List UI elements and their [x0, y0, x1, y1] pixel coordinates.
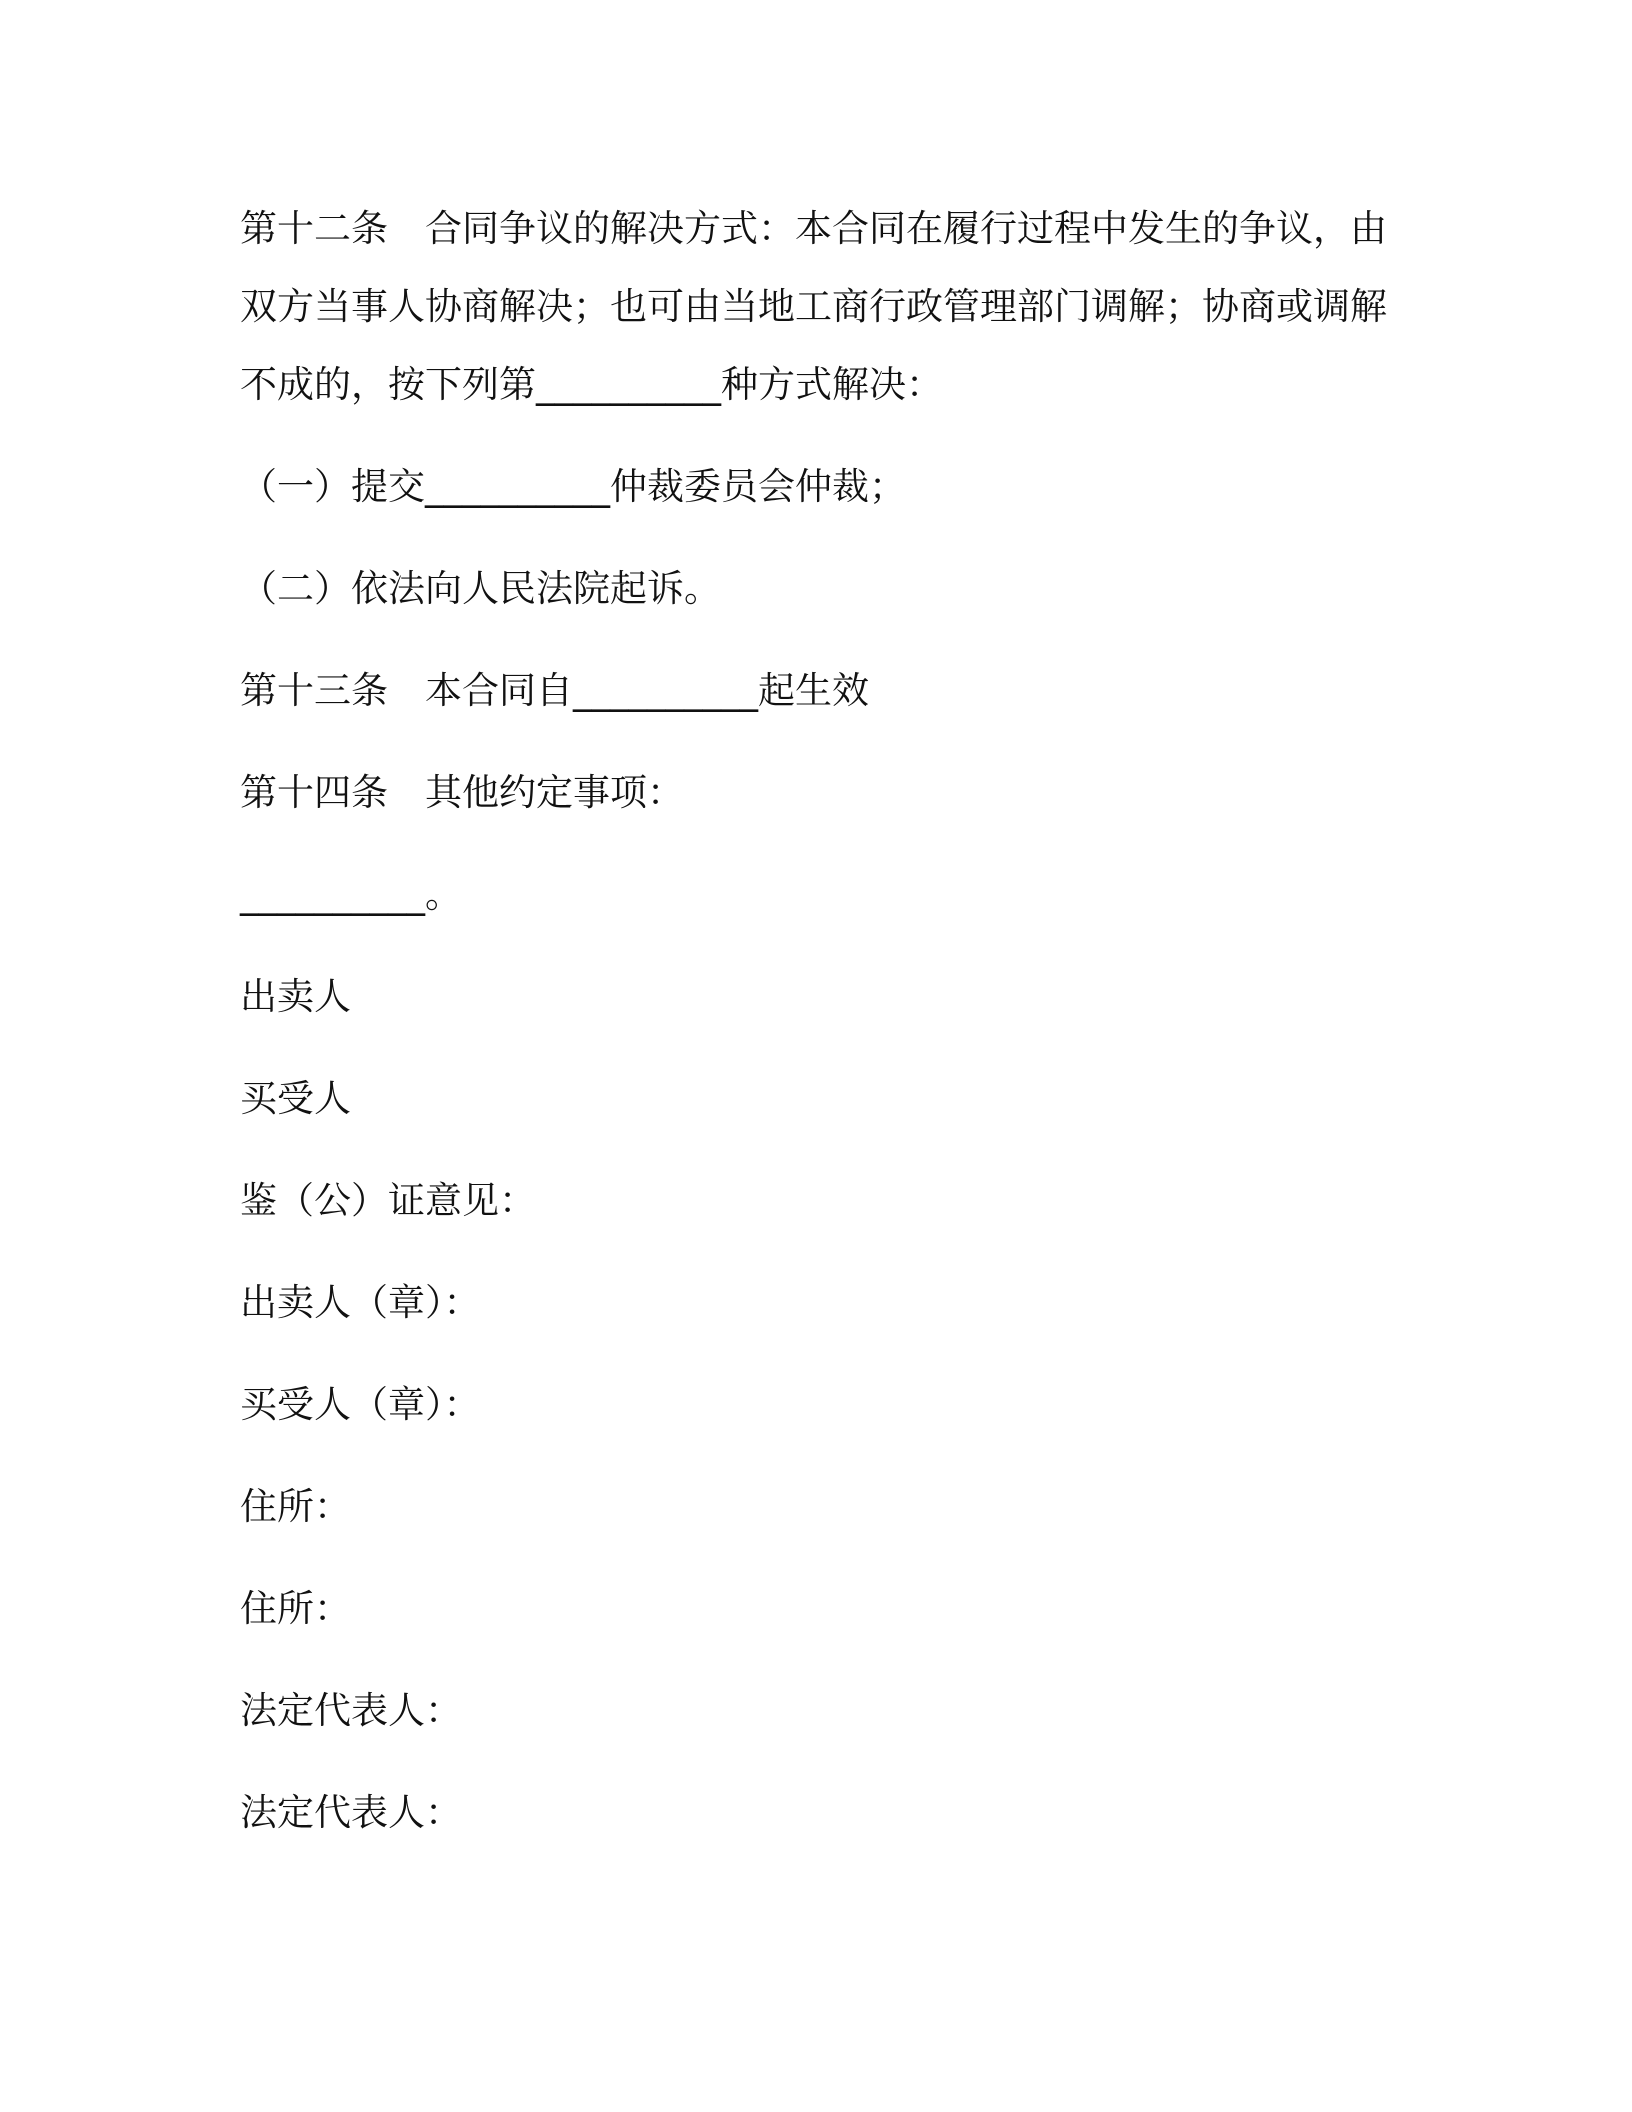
address-label-1: 住所：: [240, 1485, 351, 1528]
legal-representative-label-1: 法定代表人：: [240, 1689, 462, 1732]
notary-opinion-label: 鉴（公）证意见：: [240, 1179, 536, 1222]
buyer-seal-label: 买受人（章）：: [240, 1383, 481, 1426]
address-label-2: 住所：: [240, 1587, 351, 1630]
other-terms-blank: __________。: [240, 873, 462, 916]
legal-representative-label-2: 法定代表人：: [240, 1791, 462, 1834]
buyer-label: 买受人: [240, 1077, 351, 1120]
seller-seal-label: 出卖人（章）：: [240, 1281, 481, 1324]
seller-label: 出卖人: [240, 975, 351, 1018]
article-12: 第十二条 合同争议的解决方式：本合同在履行过程中发生的争议，由双方当事人协商解决；也可由当地工商行政管理部门调解；协商或调解不成的，按下列第__________种方式解决：: [240, 207, 1387, 406]
article-14: 第十四条 其他约定事项：: [240, 771, 684, 814]
article-13: 第十三条 本合同自__________起生效: [240, 669, 869, 712]
document-body: [240, 190, 1390, 1852]
option-1: （一）提交__________仲裁委员会仲裁；: [240, 465, 906, 508]
option-2: （二）依法向人民法院起诉。: [240, 567, 721, 610]
